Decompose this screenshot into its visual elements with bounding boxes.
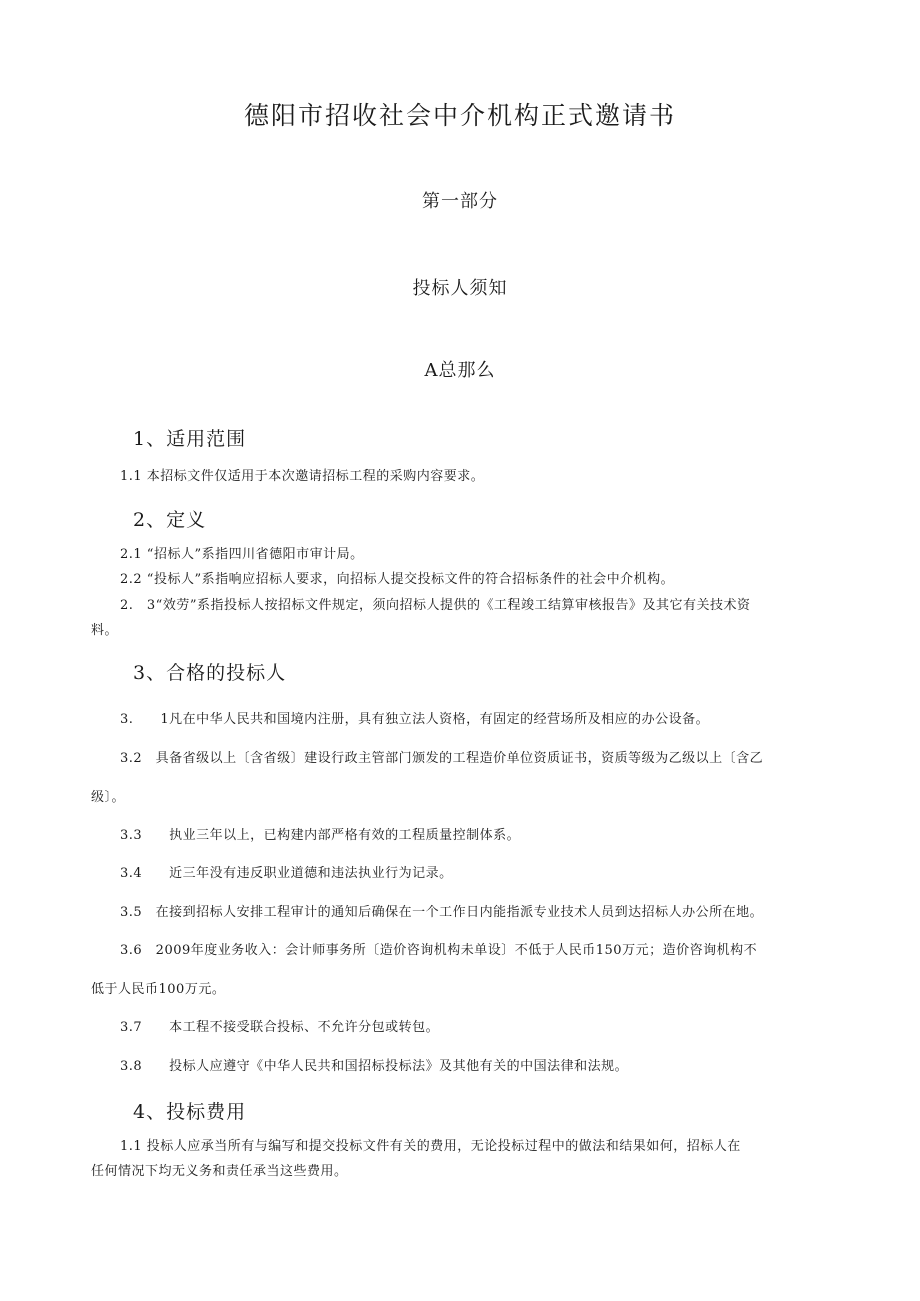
paragraph: 3.5 在接到招标人安排工程审计的通知后确保在一个工作日内能指派专业技术人员到达招标人办公所在地。 [120, 905, 764, 920]
part-label: 第一部分 [422, 191, 498, 212]
document-title: 德阳市招收社会中介机构正式邀请书 [243, 101, 676, 130]
paragraph: 1.1 投标人应承当所有与编写和提交投标文件有关的费用，无论投标过程中的做法和结果如何，招标人在 [120, 1139, 741, 1154]
paragraph: 3.4 近三年没有违反职业道德和违法执业行为记录。 [120, 866, 453, 881]
section-heading: 3、合格的投标人 [133, 662, 287, 684]
paragraph: 1.1 本招标文件仅适用于本次邀请招标工程的采购内容要求。 [120, 469, 485, 484]
paragraph-continuation: 低于人民币100万元。 [91, 982, 226, 997]
paragraph-continuation: 任何情况下均无义务和责任承当这些费用。 [91, 1164, 348, 1179]
paragraph: 3.2 具备省级以上〔含省级〕建设行政主管部门颁发的工程造价单位资质证书，资质等级为乙级以上〔含乙 [120, 751, 764, 766]
section-heading: 2、定义 [133, 509, 207, 531]
paragraph: 2.2 “投标人”系指响应招标人要求，向招标人提交投标文件的符合招标条件的社会中介机构。 [120, 572, 675, 587]
paragraph: 3.3 执业三年以上，已构建内部严格有效的工程质量控制体系。 [120, 828, 521, 843]
paragraph: 2. 3“效劳”系指投标人按招标文件规定，须向招标人提供的《工程竣工结算审核报告》及其它有关技术资 [120, 598, 751, 613]
paragraph-continuation: 级〕。 [91, 790, 126, 805]
paragraph: 3.7 本工程不接受联合投标、不允许分包或转包。 [120, 1020, 440, 1035]
paragraph: 3. 1凡在中华人民共和国境内注册，具有独立法人资格，有固定的经营场所及相应的办公设备。 [120, 712, 710, 727]
paragraph: 3.6 2009年度业务收入：会计师事务所〔造价咨询机构未单设〕不低于人民币150万元；造价咨询机构不 [120, 943, 758, 958]
section-label: A总那么 [424, 360, 496, 381]
section-heading: 1、适用范围 [133, 428, 247, 450]
paragraph: 2.1 “招标人”系指四川省德阳市审计局。 [120, 547, 364, 562]
part-name: 投标人须知 [412, 278, 508, 299]
paragraph-continuation: 料。 [91, 623, 119, 638]
section-heading: 4、投标费用 [133, 1101, 247, 1123]
paragraph: 3.8 投标人应遵守《中华人民共和国招标投标法》及其他有关的中国法律和法规。 [120, 1059, 629, 1074]
